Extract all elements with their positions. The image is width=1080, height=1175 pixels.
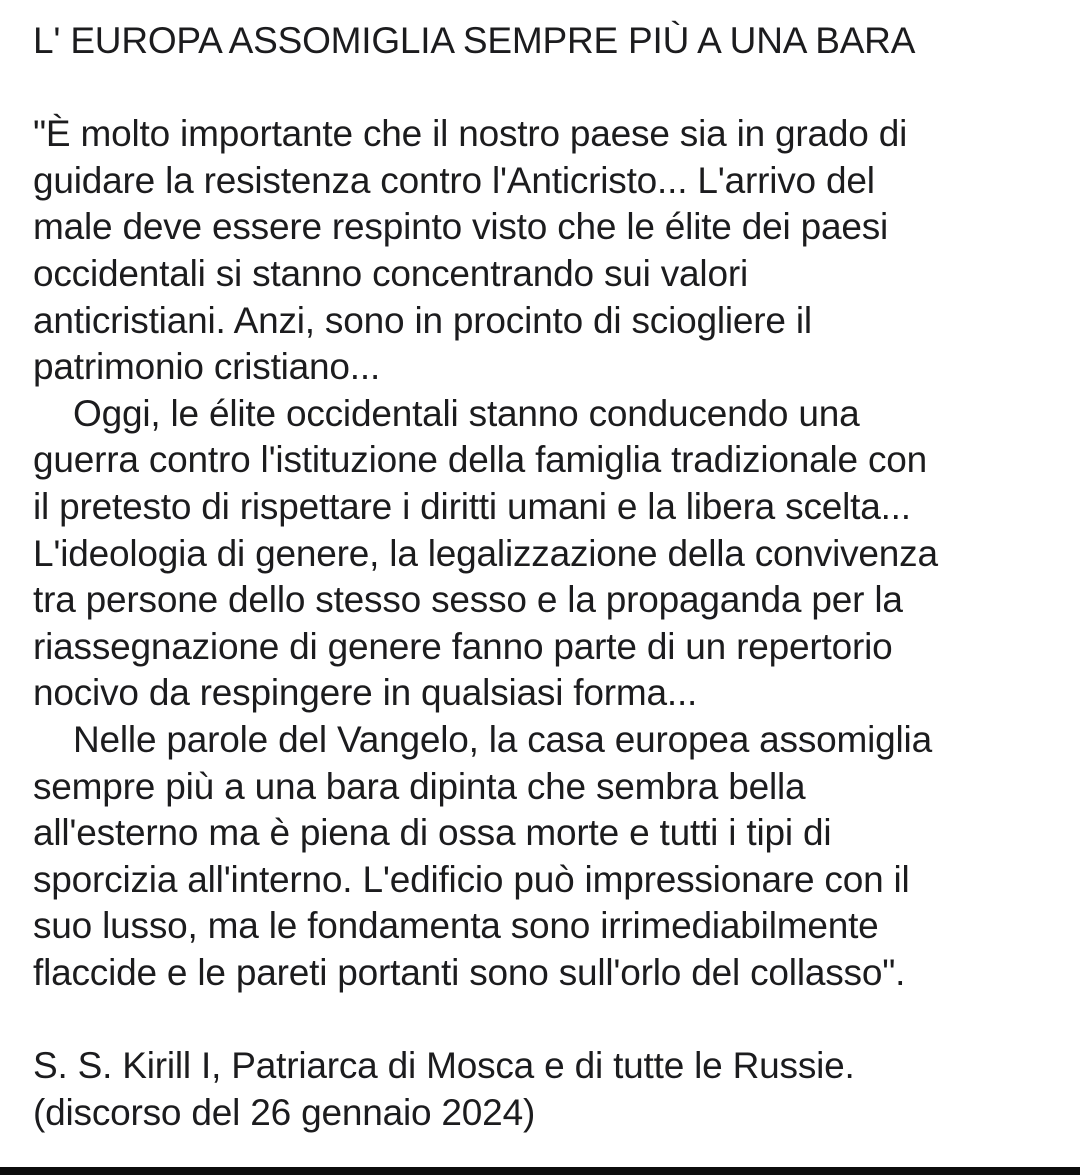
- attribution: [33, 1043, 1073, 1136]
- quote-block: [33, 111, 1073, 996]
- post-title: L' EUROPA ASSOMIGLIA SEMPRE PIÙ A UNA BARA: [33, 20, 916, 61]
- text-line: Nelle parole del Vangelo, la casa europea assomiglia: [73, 718, 932, 760]
- text-line: il pretesto di rispettare i diritti umani e la libera scelta...: [33, 485, 911, 527]
- attribution-author: S. S. Kirill I, Patriarca di Mosca e di tutte le Russie.: [33, 1045, 855, 1087]
- text-line: Oggi, le élite occidentali stanno conducendo una: [73, 392, 860, 434]
- text-line: occidentali si stanno concentrando sui valori: [33, 252, 748, 294]
- quote-paragraph-2: [33, 391, 1073, 717]
- text-line: nocivo da respingere in qualsiasi forma...: [33, 672, 698, 714]
- text-line: suo lusso, ma le fondamenta sono irrimediabilmente: [33, 905, 879, 947]
- bottom-edge-bar: [0, 1167, 1080, 1175]
- text-line: "È molto importante che il nostro paese sia in grado di: [33, 113, 908, 155]
- text-line: guerra contro l'istituzione della famiglia tradizionale con: [33, 439, 928, 481]
- post-body: [33, 18, 1073, 1136]
- attribution-source: (discorso del 26 gennaio 2024): [33, 1091, 536, 1133]
- text-line: tra persone dello stesso sesso e la propaganda per la: [33, 579, 903, 621]
- text-line: sempre più a una bara dipinta che sembra bella: [33, 765, 806, 807]
- quote-paragraph-3: [33, 717, 1073, 997]
- text-line: riassegnazione di genere fanno parte di un repertorio: [33, 625, 893, 667]
- quote-paragraph-1: [33, 111, 1073, 391]
- text-line: patrimonio cristiano...: [33, 346, 381, 388]
- text-line: flaccide e le pareti portanti sono sull'orlo del collasso".: [33, 951, 906, 993]
- text-line: L'ideologia di genere, la legalizzazione della convivenza: [33, 532, 938, 574]
- text-line: anticristiani. Anzi, sono in procinto di sciogliere il: [33, 299, 812, 341]
- text-line: male deve essere respinto visto che le élite dei paesi: [33, 206, 889, 248]
- text-line: guidare la resistenza contro l'Anticristo... L'arrivo del: [33, 159, 875, 201]
- text-line: all'esterno ma è piena di ossa morte e tutti i tipi di: [33, 812, 832, 854]
- text-line: sporcizia all'interno. L'edificio può impressionare con il: [33, 858, 910, 900]
